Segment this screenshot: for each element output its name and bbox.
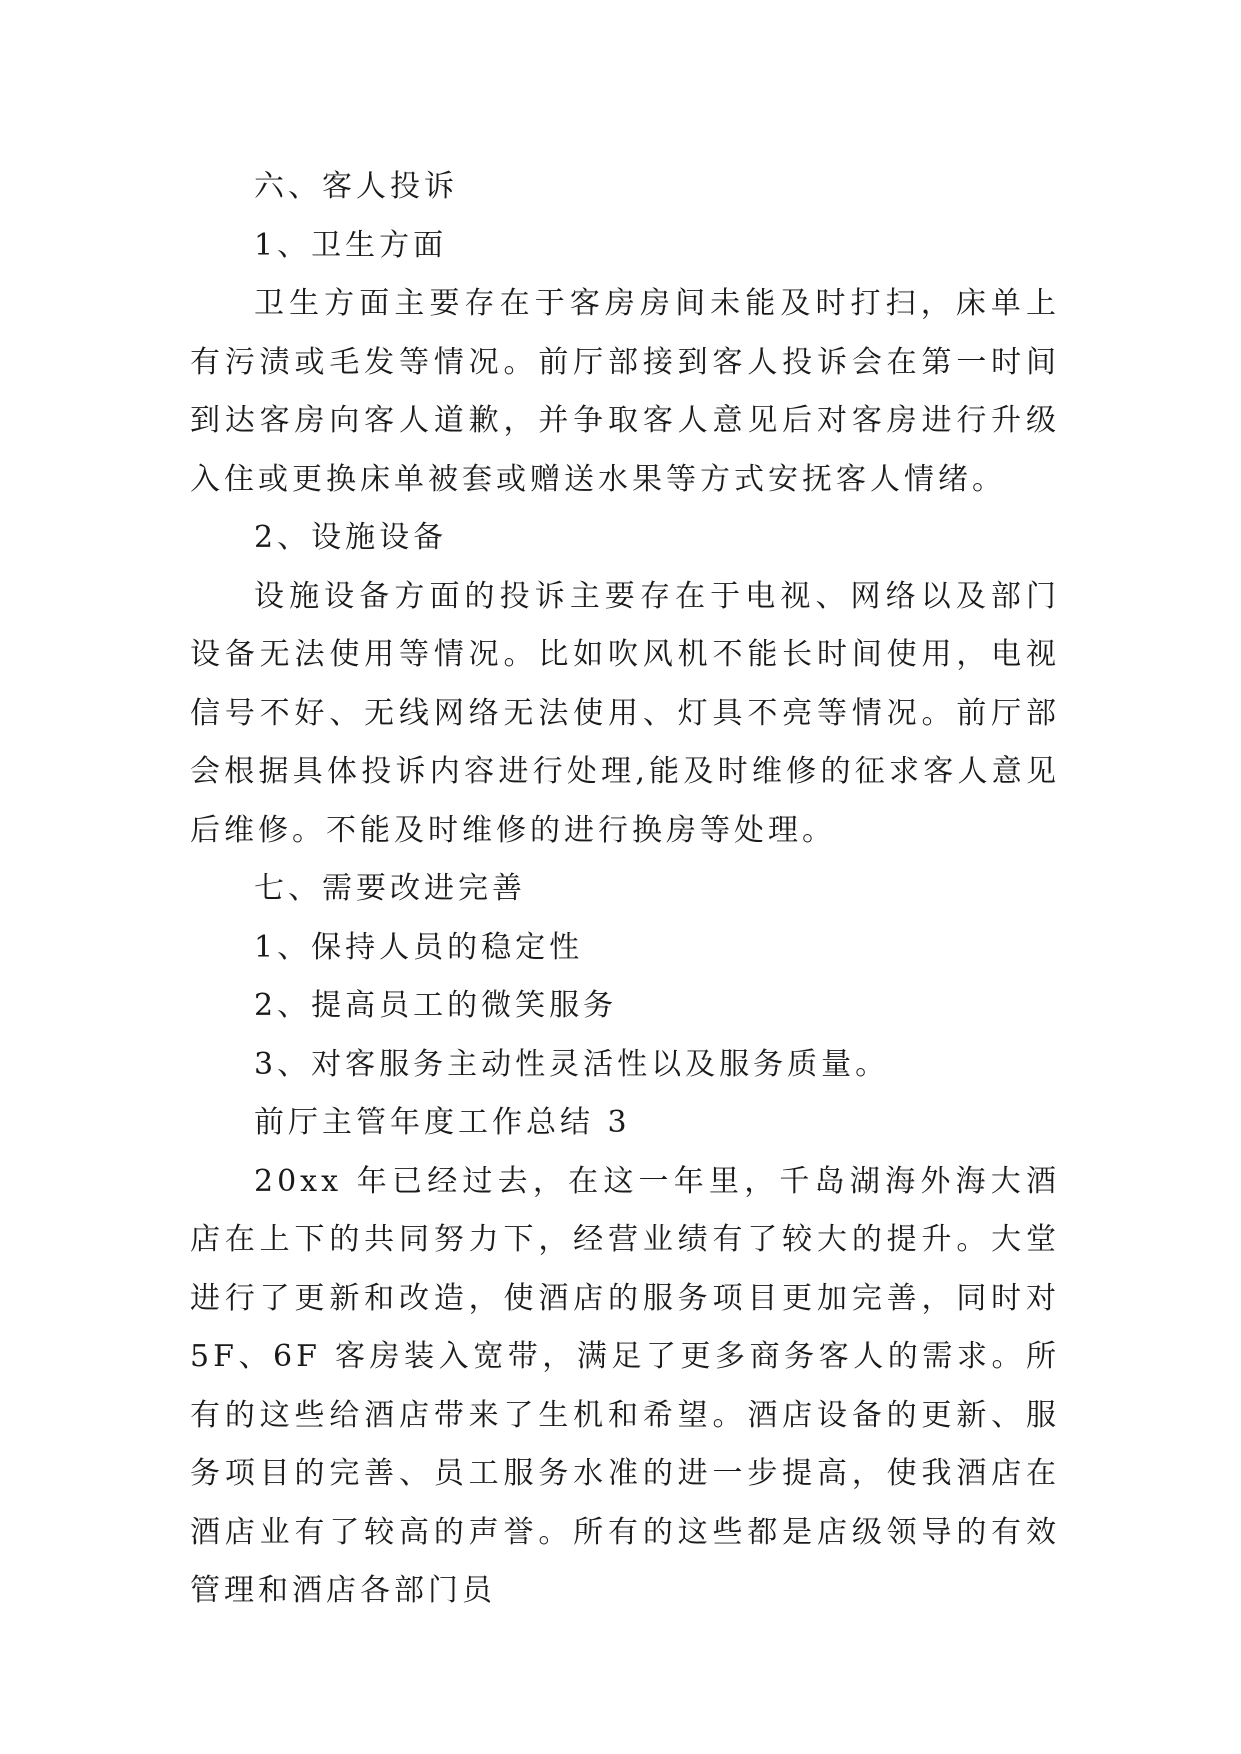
section-heading-improvements: 七、需要改进完善 <box>254 871 526 906</box>
document-body <box>190 158 1060 1621</box>
list-item-improvement-3: 3、对客服务主动性灵活性以及服务质量。 <box>254 1046 890 1082</box>
document-section-title: 前厅主管年度工作总结 3 <box>254 1105 631 1140</box>
list-item-improvement-2: 2、提高员工的微笑服务 <box>254 988 618 1023</box>
paragraph-annual-summary: 20xx 年已经过去，在这一年里，千岛湖海外海大酒店在上下的共同努力下，经营业绩有了较大的提升。大堂进行了更新和改造，使酒店的服务项目更加完善，同时对 5F、6F 客房装入宽带，满足了更多商务客人的需求。所有的这些给酒店带来了生机和希望。酒店设备的更新、服务项目的完善、员工服务水准的进一步提高，使我酒店在酒店业有了较高的声誉。所有的这些都是店级领导的有效管理和酒店各部门员 <box>190 1163 1060 1608</box>
subheading-hygiene: 1、卫生方面 <box>254 227 448 263</box>
paragraph-facilities: 设施设备方面的投诉主要存在于电视、网络以及部门设备无法使用等情况。比如吹风机不能长时间使用，电视信号不好、无线网络无法使用、灯具不亮等情况。前厅部会根据具体投诉内容进行处理,能及时维修的征求客人意见后维修。不能及时维修的进行换房等处理。 <box>190 578 1060 848</box>
paragraph-hygiene: 卫生方面主要存在于客房房间未能及时打扫，床单上有污渍或毛发等情况。前厅部接到客人投诉会在第一时间到达客房向客人道歉，并争取客人意见后对客房进行升级入住或更换床单被套或赠送水果等方式安抚客人情绪。 <box>190 286 1060 497</box>
list-item-improvement-1: 1、保持人员的稳定性 <box>254 929 584 965</box>
section-heading-complaints: 六、客人投诉 <box>254 169 458 204</box>
subheading-facilities: 2、设施设备 <box>254 520 448 555</box>
